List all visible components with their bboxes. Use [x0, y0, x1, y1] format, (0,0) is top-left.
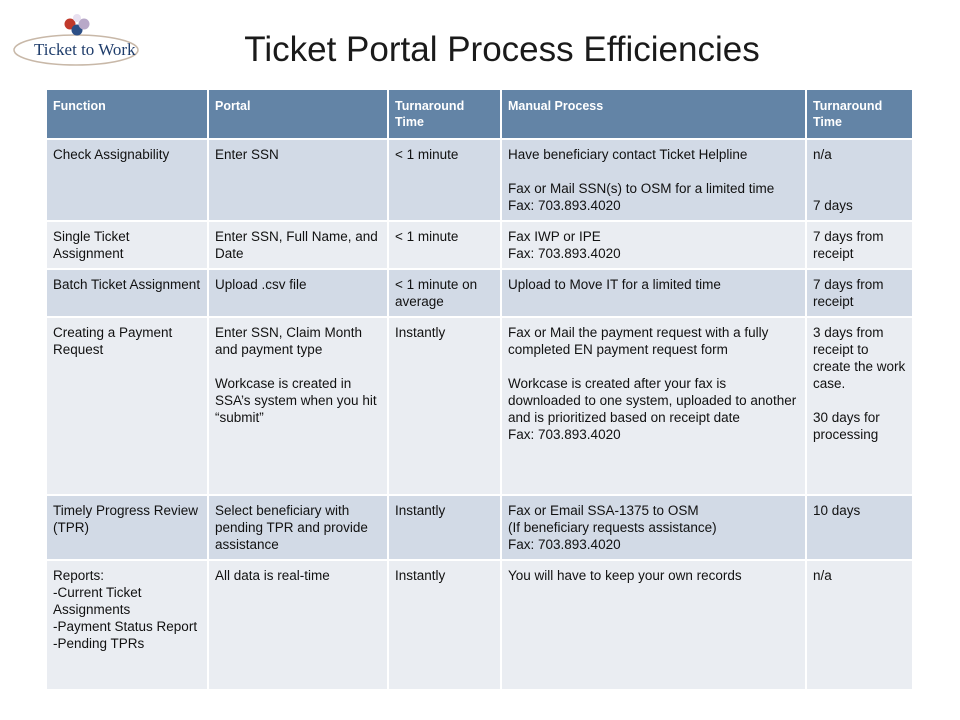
column-header: Turnaround Time	[389, 90, 500, 138]
table-cell	[209, 318, 387, 494]
table-row	[47, 140, 912, 220]
table-cell	[807, 270, 912, 316]
cell-spacer	[813, 163, 906, 180]
cell-text: Instantly	[395, 503, 446, 518]
table-cell	[389, 270, 500, 316]
cell-text: Workcase is created after your fax is downloaded to one system, uploaded to another and is prioritized based on receipt date	[508, 376, 797, 425]
cell-text: -Payment Status Report	[53, 619, 198, 634]
table-cell	[389, 140, 500, 220]
cell-text: Timely Progress Review (TPR)	[53, 503, 199, 535]
cell-text: < 1 minute on average	[395, 277, 478, 309]
table-cell	[209, 222, 387, 268]
cell-text: Enter SSN, Claim Month and payment type	[215, 325, 363, 357]
table-cell	[502, 222, 805, 268]
cell-text: Single Ticket Assignment	[53, 229, 130, 261]
table-cell	[502, 496, 805, 559]
table-cell	[807, 222, 912, 268]
cell-text: (If beneficiary requests assistance)	[508, 520, 717, 535]
cell-text: Fax or Email SSA-1375 to OSM	[508, 503, 699, 518]
cell-text: Enter SSN	[215, 147, 279, 162]
table-cell	[807, 140, 912, 220]
table-cell	[389, 561, 500, 689]
cell-spacer	[215, 358, 381, 375]
cell-text: < 1 minute	[395, 147, 459, 162]
cell-text: < 1 minute	[395, 229, 459, 244]
cell-text: Workcase is created in SSA’s system when you hit “submit”	[215, 376, 377, 425]
page-title: Ticket Portal Process Efficiencies	[244, 30, 760, 69]
cell-text: Check Assignability	[53, 147, 170, 162]
cell-text: Upload .csv file	[215, 277, 307, 292]
table-cell	[47, 140, 207, 220]
table-cell	[209, 561, 387, 689]
table-cell	[502, 561, 805, 689]
cell-spacer	[508, 358, 799, 375]
table-cell	[389, 222, 500, 268]
column-header: Turnaround Time	[807, 90, 912, 138]
cell-text: Fax IWP or IPE	[508, 229, 601, 244]
table-cell	[389, 318, 500, 494]
table-header-row	[47, 90, 912, 138]
table-cell	[47, 318, 207, 494]
cell-text: Fax: 703.893.4020	[508, 246, 621, 261]
cell-text: 10 days	[813, 503, 861, 518]
table-row	[47, 496, 912, 559]
cell-text: 7 days	[813, 198, 853, 213]
cell-text: You will have to keep your own records	[508, 568, 742, 583]
cell-text: Fax: 703.893.4020	[508, 537, 621, 552]
cell-text: Enter SSN, Full Name, and Date	[215, 229, 378, 261]
cell-text: Fax: 703.893.4020	[508, 427, 621, 442]
cell-text: n/a	[813, 147, 832, 162]
cell-text: Creating a Payment Request	[53, 325, 173, 357]
table-cell	[209, 270, 387, 316]
cell-text: n/a	[813, 568, 832, 583]
table-cell	[502, 270, 805, 316]
cell-text: Fax or Mail the payment request with a fully completed EN payment request form	[508, 325, 769, 357]
table-cell	[47, 270, 207, 316]
logo-text: Ticket to Work	[34, 40, 136, 59]
column-header: Function	[47, 90, 207, 138]
table-cell	[47, 222, 207, 268]
cell-text: Reports:	[53, 568, 105, 583]
table-cell	[389, 496, 500, 559]
column-header: Portal	[209, 90, 387, 138]
cell-text: -Current Ticket Assignments	[53, 585, 142, 617]
cell-text: 3 days from receipt to create the work case.	[813, 325, 906, 391]
cell-text: All data is real-time	[215, 568, 330, 583]
cell-text: Instantly	[395, 325, 446, 340]
table-row	[47, 270, 912, 316]
cell-text: 7 days from receipt	[813, 277, 884, 309]
cell-text: Have beneficiary contact Ticket Helpline	[508, 147, 748, 162]
cell-text: 30 days for processing	[813, 410, 880, 442]
cell-spacer	[813, 180, 906, 197]
cell-text: 7 days from receipt	[813, 229, 884, 261]
table-cell	[47, 496, 207, 559]
table-row	[47, 222, 912, 268]
table-cell	[807, 561, 912, 689]
table-row	[47, 561, 912, 689]
table-cell	[807, 496, 912, 559]
cell-spacer	[508, 163, 799, 180]
cell-text: Upload to Move IT for a limited time	[508, 277, 721, 292]
cell-text: Batch Ticket Assignment	[53, 277, 201, 292]
table-cell	[502, 140, 805, 220]
cell-text: Fax or Mail SSN(s) to OSM for a limited time Fax: 703.893.4020	[508, 181, 775, 213]
cell-text: -Pending TPRs	[53, 636, 145, 651]
cell-text: Select beneficiary with pending TPR and provide assistance	[215, 503, 368, 552]
table-row	[47, 318, 912, 494]
table-cell	[209, 496, 387, 559]
efficiency-table	[45, 88, 914, 691]
table-cell	[807, 318, 912, 494]
table-cell	[502, 318, 805, 494]
table-cell	[47, 561, 207, 689]
cell-text: Instantly	[395, 568, 446, 583]
table-cell	[209, 140, 387, 220]
column-header: Manual Process	[502, 90, 805, 138]
cell-spacer	[813, 392, 906, 409]
